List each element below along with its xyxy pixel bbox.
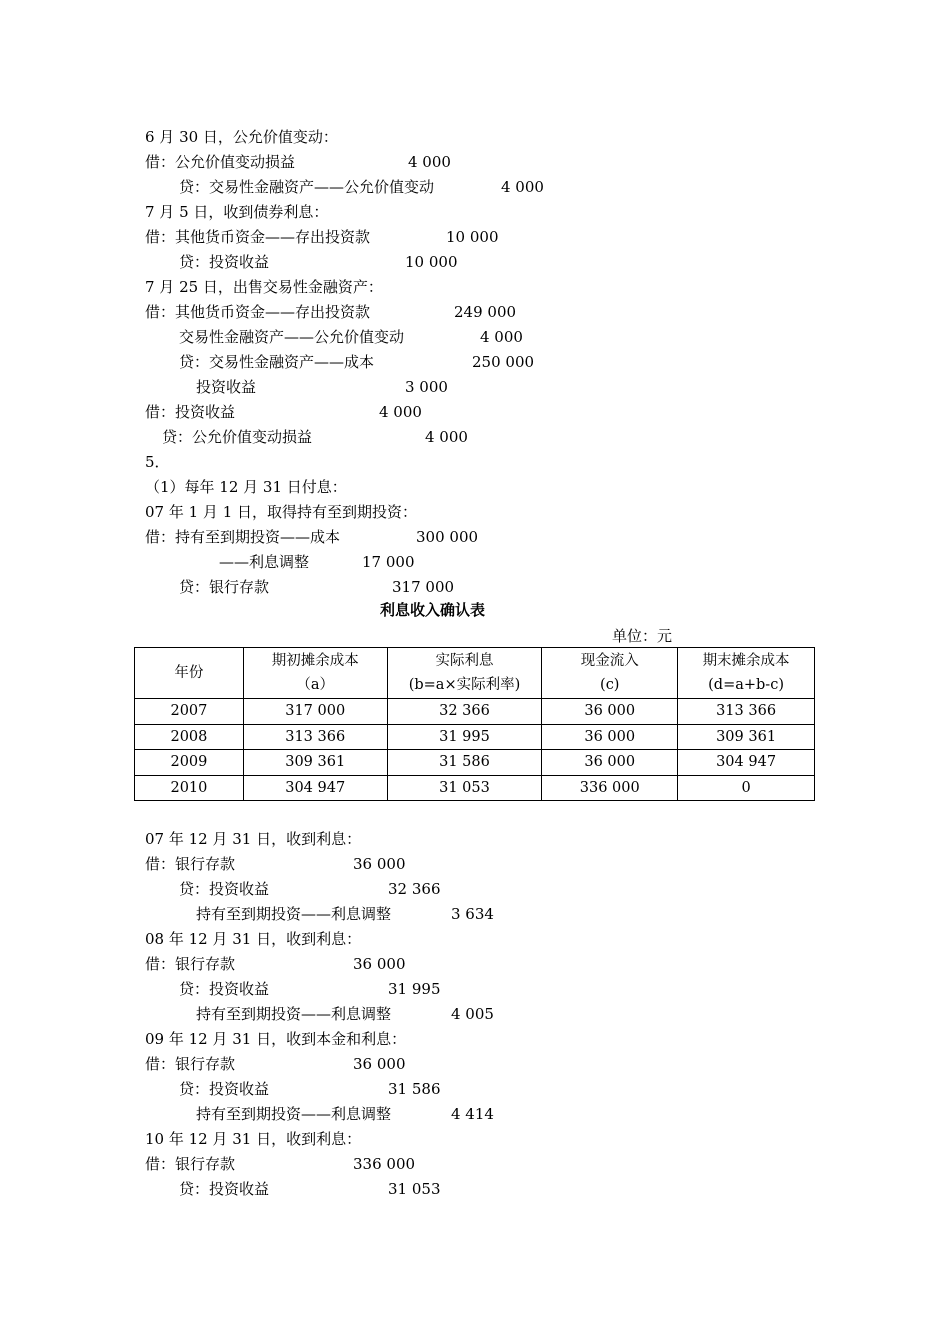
text-line: 6 月 30 日，公允价值变动： xyxy=(145,128,338,146)
entry-amount: 4 005 xyxy=(451,1005,494,1023)
entry-amount: 36 000 xyxy=(353,855,406,873)
entry-account: 贷：交易性金融资产——成本 xyxy=(179,353,375,371)
entry-account: 贷：交易性金融资产——公允价值变动 xyxy=(179,178,435,196)
table-cell: 2009 xyxy=(135,750,244,776)
table-cell: 31 586 xyxy=(387,750,542,776)
table-cell: 36 000 xyxy=(542,750,678,776)
entry-amount: 31 053 xyxy=(388,1180,441,1198)
text-line: （1）每年 12 月 31 日付息： xyxy=(145,478,347,496)
header-actual-interest: 实际利息 (b=a×实际利率) xyxy=(387,648,542,699)
entry-amount: 36 000 xyxy=(353,1055,406,1073)
entry-amount: 336 000 xyxy=(353,1155,416,1173)
text-line: 07 年 12 月 31 日，收到利息： xyxy=(145,830,362,848)
table-cell: 336 000 xyxy=(542,775,678,801)
entry-amount: 4 000 xyxy=(379,403,422,421)
entry-account: 贷：公允价值变动损益 xyxy=(162,428,313,446)
entry-account: 借：公允价值变动损益 xyxy=(145,153,296,171)
header-opening-amortized-cost: 期初摊余成本 （a） xyxy=(243,648,387,699)
interest-income-table xyxy=(134,647,815,801)
header-year: 年份 xyxy=(135,648,244,699)
entry-amount: 4 414 xyxy=(451,1105,494,1123)
table-cell: 32 366 xyxy=(387,699,542,725)
table-row xyxy=(135,775,815,801)
table-cell: 0 xyxy=(678,775,815,801)
entry-account: 借：投资收益 xyxy=(145,403,236,421)
text-line: 7 月 5 日，收到债券利息： xyxy=(145,203,329,221)
table-row xyxy=(135,750,815,776)
header-cash-inflow: 现金流入 (c) xyxy=(542,648,678,699)
table-cell: 2010 xyxy=(135,775,244,801)
table-cell: 36 000 xyxy=(542,699,678,725)
text-line: 10 年 12 月 31 日，收到利息： xyxy=(145,1130,362,1148)
entry-amount: 300 000 xyxy=(416,528,479,546)
entry-amount: 10 000 xyxy=(446,228,499,246)
table-cell: 2008 xyxy=(135,724,244,750)
header-closing-amortized-cost: 期末摊余成本 (d=a+b-c) xyxy=(678,648,815,699)
entry-amount: 4 000 xyxy=(425,428,468,446)
entry-amount: 250 000 xyxy=(472,353,535,371)
table-cell: 309 361 xyxy=(678,724,815,750)
entry-amount: 31 995 xyxy=(388,980,441,998)
entry-account: 借：银行存款 xyxy=(145,1055,236,1073)
entry-account: 持有至到期投资——利息调整 xyxy=(196,1005,392,1023)
entry-account: 贷：银行存款 xyxy=(179,578,270,596)
entry-amount: 317 000 xyxy=(392,578,455,596)
entry-account: 借：持有至到期投资——成本 xyxy=(145,528,341,546)
table-unit: 单位：元 xyxy=(612,627,673,645)
table-cell: 313 366 xyxy=(678,699,815,725)
entry-account: 贷：投资收益 xyxy=(179,1080,270,1098)
table-row xyxy=(135,699,815,725)
table-cell: 304 947 xyxy=(243,775,387,801)
table-cell: 31 995 xyxy=(387,724,542,750)
table-cell: 31 053 xyxy=(387,775,542,801)
table-cell: 36 000 xyxy=(542,724,678,750)
entry-amount: 4 000 xyxy=(480,328,523,346)
entry-account: 投资收益 xyxy=(196,378,257,396)
table-cell: 2007 xyxy=(135,699,244,725)
entry-account: 借：银行存款 xyxy=(145,1155,236,1173)
entry-amount: 31 586 xyxy=(388,1080,441,1098)
section-number: 5． xyxy=(145,453,170,471)
entry-amount: 17 000 xyxy=(362,553,415,571)
table-title: 利息收入确认表 xyxy=(380,601,486,619)
text-line: 09 年 12 月 31 日，收到本金和利息： xyxy=(145,1030,407,1048)
entry-account: 借：银行存款 xyxy=(145,855,236,873)
text-line: 08 年 12 月 31 日，收到利息： xyxy=(145,930,362,948)
table-cell: 309 361 xyxy=(243,750,387,776)
entry-account: 交易性金融资产——公允价值变动 xyxy=(179,328,405,346)
entry-amount: 10 000 xyxy=(405,253,458,271)
table-cell: 313 366 xyxy=(243,724,387,750)
table-cell: 304 947 xyxy=(678,750,815,776)
entry-account: 贷：投资收益 xyxy=(179,253,270,271)
entry-amount: 36 000 xyxy=(353,955,406,973)
entry-account: 贷：投资收益 xyxy=(179,1180,270,1198)
entry-account: 持有至到期投资——利息调整 xyxy=(196,905,392,923)
table-header-row xyxy=(135,648,815,699)
entry-account: ——利息调整 xyxy=(219,553,310,571)
entry-amount: 3 000 xyxy=(405,378,448,396)
entry-amount: 4 000 xyxy=(408,153,451,171)
entry-account: 贷：投资收益 xyxy=(179,980,270,998)
table-cell: 317 000 xyxy=(243,699,387,725)
entry-amount: 32 366 xyxy=(388,880,441,898)
entry-account: 持有至到期投资——利息调整 xyxy=(196,1105,392,1123)
entry-account: 贷：投资收益 xyxy=(179,880,270,898)
entry-account: 借：其他货币资金——存出投资款 xyxy=(145,228,371,246)
entry-amount: 249 000 xyxy=(454,303,517,321)
entry-amount: 3 634 xyxy=(451,905,494,923)
text-line: 07 年 1 月 1 日，取得持有至到期投资： xyxy=(145,503,418,521)
entry-account: 借：其他货币资金——存出投资款 xyxy=(145,303,371,321)
entry-amount: 4 000 xyxy=(501,178,544,196)
table-row xyxy=(135,724,815,750)
entry-account: 借：银行存款 xyxy=(145,955,236,973)
text-line: 7 月 25 日，出售交易性金融资产： xyxy=(145,278,383,296)
